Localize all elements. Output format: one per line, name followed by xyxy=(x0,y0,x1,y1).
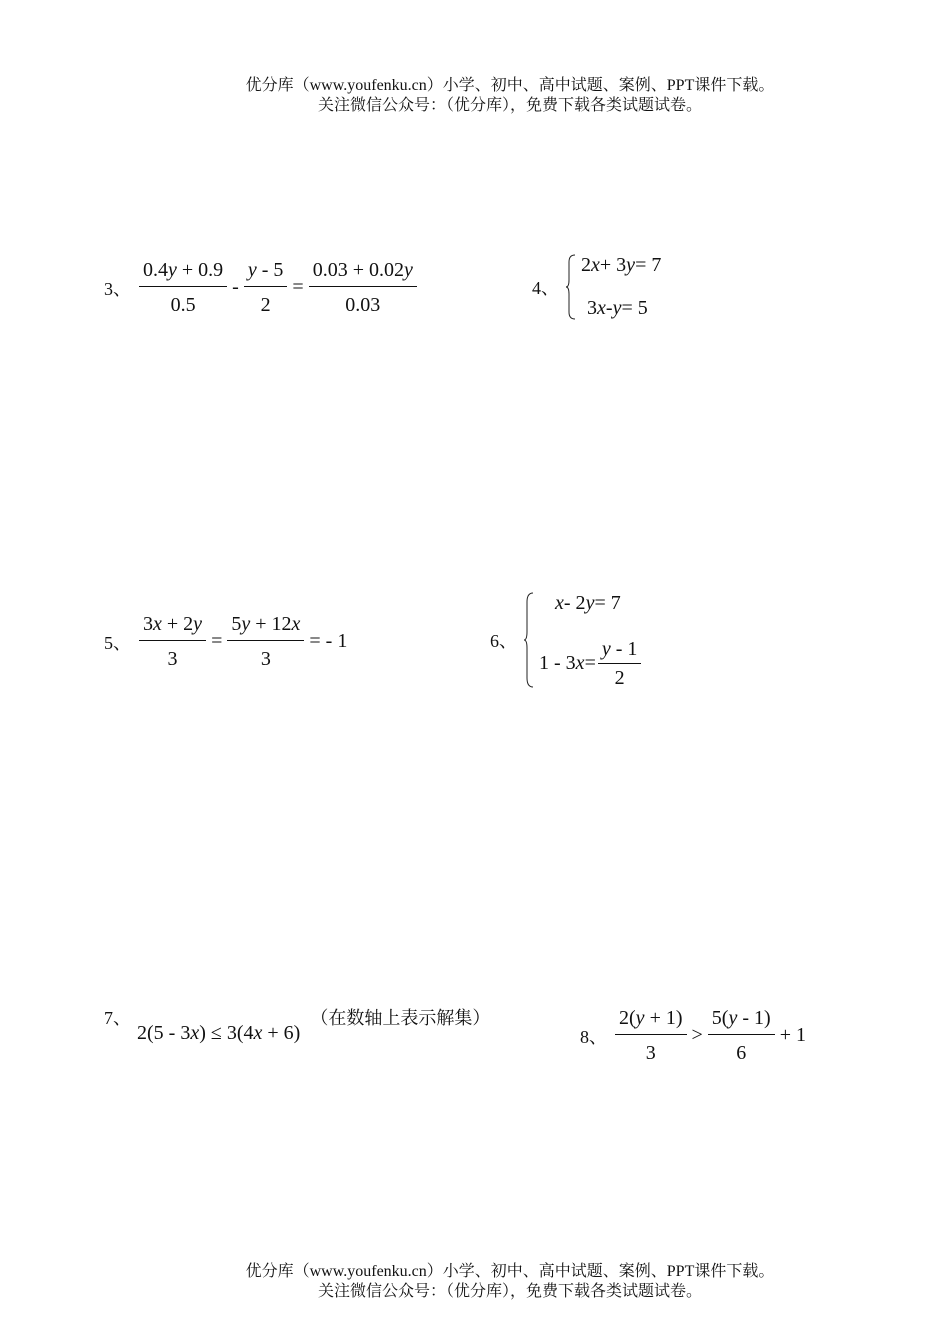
problem-6-system xyxy=(523,592,643,688)
problem-7-note: （在数轴上表示解集） xyxy=(310,1008,491,1028)
footer-banner xyxy=(0,1262,950,1302)
problem-4-equation-2: 3 x - y = 5 xyxy=(587,297,648,319)
problem-4 xyxy=(532,254,661,320)
problem-7-number: 7、 xyxy=(104,1008,131,1028)
problem-3-fraction-1: $\frac{0.4y + 0.9}{0.5}$ xyxy=(139,258,227,317)
problem-5-tail: = - 1 xyxy=(309,630,348,652)
left-brace-icon xyxy=(523,592,535,688)
footer-banner-line1: 优分库（www.youfenku.cn）小学、初中、高中试题、案例、PPT课件下载。 xyxy=(245,1263,775,1280)
problem-6-equation-1: x - 2 y = 7 xyxy=(555,592,621,614)
footer-banner-line2: 关注微信公众号：（优分库），免费下载各类试题试卷。 xyxy=(317,1283,702,1300)
problem-4-number: 4、 xyxy=(532,278,559,298)
problem-3-equals: = xyxy=(292,276,304,298)
header-banner-line1: 优分库（www.youfenku.cn）小学、初中、高中试题、案例、PPT课件下载。 xyxy=(245,77,775,94)
problem-6-fraction: $\frac{y - 1}{2}$ xyxy=(598,639,642,688)
problem-5 xyxy=(104,612,350,671)
problem-5-fraction-1: $\frac{3x + 2y}{3}$ xyxy=(139,612,206,671)
problem-8-fraction-1: $\frac{2(y + 1)}{3}$ xyxy=(615,1006,687,1065)
problem-3-minus: - xyxy=(232,276,239,298)
problem-4-system xyxy=(565,254,661,320)
problem-8-tail: + 1 xyxy=(779,1024,806,1046)
problem-5-fraction-2: $\frac{5y + 12x}{3}$ xyxy=(227,612,304,671)
problem-8-number: 8、 xyxy=(580,1026,607,1047)
problem-6 xyxy=(490,592,643,688)
problem-7-inequality: 2(5 - 3x) ≤ 3(4x + 6) xyxy=(137,1021,301,1044)
problem-6-equation-2: 1 - 3 x = $\frac{y - 1}{2}$ xyxy=(539,639,643,688)
problem-3-fraction-3: $\frac{0.03 + 0.02y}{0.03}$ xyxy=(309,258,417,317)
problem-6-number: 6、 xyxy=(490,631,517,651)
problem-4-equation-1: 2 x + 3 y = 7 xyxy=(581,254,662,276)
problem-3 xyxy=(104,258,419,317)
problem-8-greater-than: > xyxy=(691,1024,703,1046)
problem-5-number: 5、 xyxy=(104,632,131,653)
header-banner-line2: 关注微信公众号：（优分库），免费下载各类试题试卷。 xyxy=(317,97,702,114)
problem-7 xyxy=(104,1008,491,1044)
problem-8-fraction-2: $\frac{5(y - 1)}{6}$ xyxy=(708,1006,775,1065)
header-banner xyxy=(0,76,950,116)
left-brace-icon xyxy=(565,254,577,320)
problem-3-fraction-2: $\frac{y - 5}{2}$ xyxy=(244,258,288,317)
problem-8 xyxy=(580,1006,809,1065)
problem-5-equals: = xyxy=(211,630,223,652)
problem-3-number: 3、 xyxy=(104,278,131,299)
